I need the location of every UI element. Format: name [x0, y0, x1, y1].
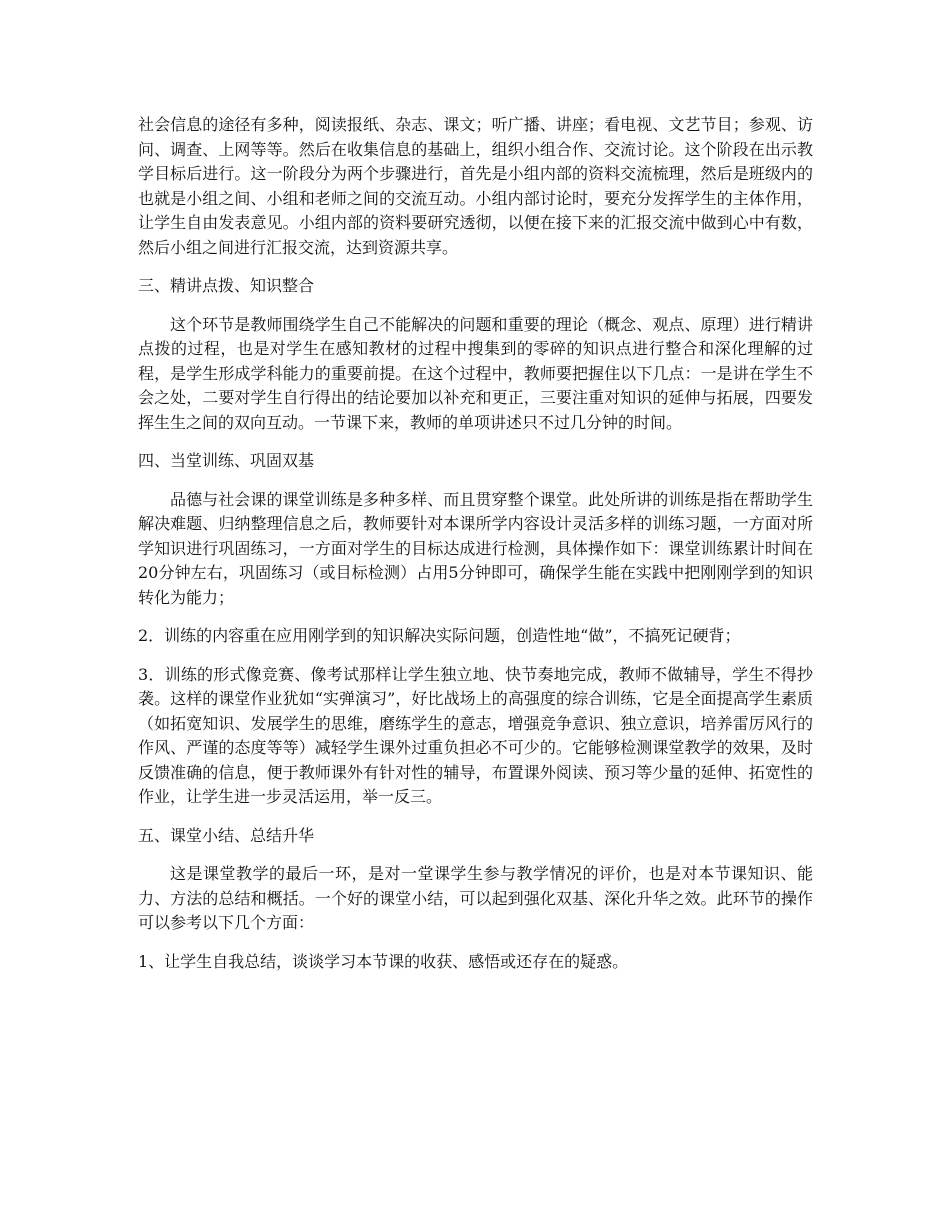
- paragraph-info-collection: 社会信息的途径有多种，阅读报纸、杂志、课文；听广播、讲座；看电视、文艺节目；参观、访问、调查、上网等等。然后在收集信息的基础上，组织小组合作、交流讨论。这个阶段在出示教学目标后进行。这一阶段分为两个步骤进行，首先是小组内部的资料交流梳理，然后是班级内的也就是小组之间、小组和老师之间的交流互动。小组内部讨论时，要充分发挥学生的主体作用，让学生自由发表意见。小组内部的资料要研究透彻，以便在接下来的汇报交流中做到心中有数，然后小组之间进行汇报交流，达到资源共享。: [138, 115, 813, 257]
- section-heading-4: 四、当堂训练、巩固双基: [138, 451, 315, 470]
- paragraph-training-content: 2．训练的内容重在应用刚学到的知识解决实际问题，创造性地“做”，不搞死记硬背；: [138, 626, 741, 645]
- section-heading-5: 五、课堂小结、总结升华: [138, 825, 315, 845]
- paragraph-lecture-guidance: 这个环节是教师围绕学生自己不能解决的问题和重要的理论（概念、观点、原理）进行精讲点拨的过程，也是对学生在感知教材的过程中搜集到的零碎的知识点进行整合和深化理解的过程，是学生形成学科能力的重要前提。在这个过程中，教师要把握住以下几点：一是讲在学生不会之处，二要对学生自行得出的结论要加以补充和更正，三要注重对知识的延伸与拓展，四要发挥生生之间的双向互动。一节课下来，教师的单项讲述只不过几分钟的时间。: [138, 314, 813, 432]
- document-page: [138, 113, 813, 988]
- paragraph-classroom-training: 品德与社会课的课堂训练是多种多样、而且贯穿整个课堂。此处所讲的训练是指在帮助学生解决难题、归纳整理信息之后，教师要针对本课所学内容设计灵活多样的训练习题，一方面对所学知识进行巩固练习，一方面对学生的目标达成进行检测，具体操作如下：课堂训练累计时间在20分钟左右，巩固练习（或目标检测）占用5分钟即可，确保学生能在实践中把刚刚学到的知识转化为能力；: [138, 489, 813, 607]
- paragraph-class-summary: 这是课堂教学的最后一环，是对一堂课学生参与教学情况的评价，也是对本节课知识、能力、方法的总结和概括。一个好的课堂小结，可以起到强化双基、深化升华之效。此环节的操作可以参考以下几个方面：: [138, 864, 813, 932]
- paragraph-training-form: 3．训练的形式像竞赛、像考试那样让学生独立地、快节奏地完成，教师不做辅导，学生不得抄袭。这样的课堂作业犹如“实弹演习”，好比战场上的高强度的综合训练，它是全面提高学生素质（如拓宽知识、发展学生的思维，磨练学生的意志，增强竞争意识、独立意识，培养雷厉风行的作风、严谨的态度等等）减轻学生课外过重负担必不可少的。它能够检测课堂教学的效果，及时反馈准确的信息，便于教师课外有针对性的辅导，布置课外阅读、预习等少量的延伸、拓宽性的作业，让学生进一步灵活运用，举一反三。: [138, 664, 813, 806]
- paragraph-self-summary: 1、让学生自我总结，谈谈学习本节课的收获、感悟或还存在的疑惑。: [138, 951, 629, 971]
- section-heading-3: 三、精讲点拨、知识整合: [138, 276, 315, 295]
